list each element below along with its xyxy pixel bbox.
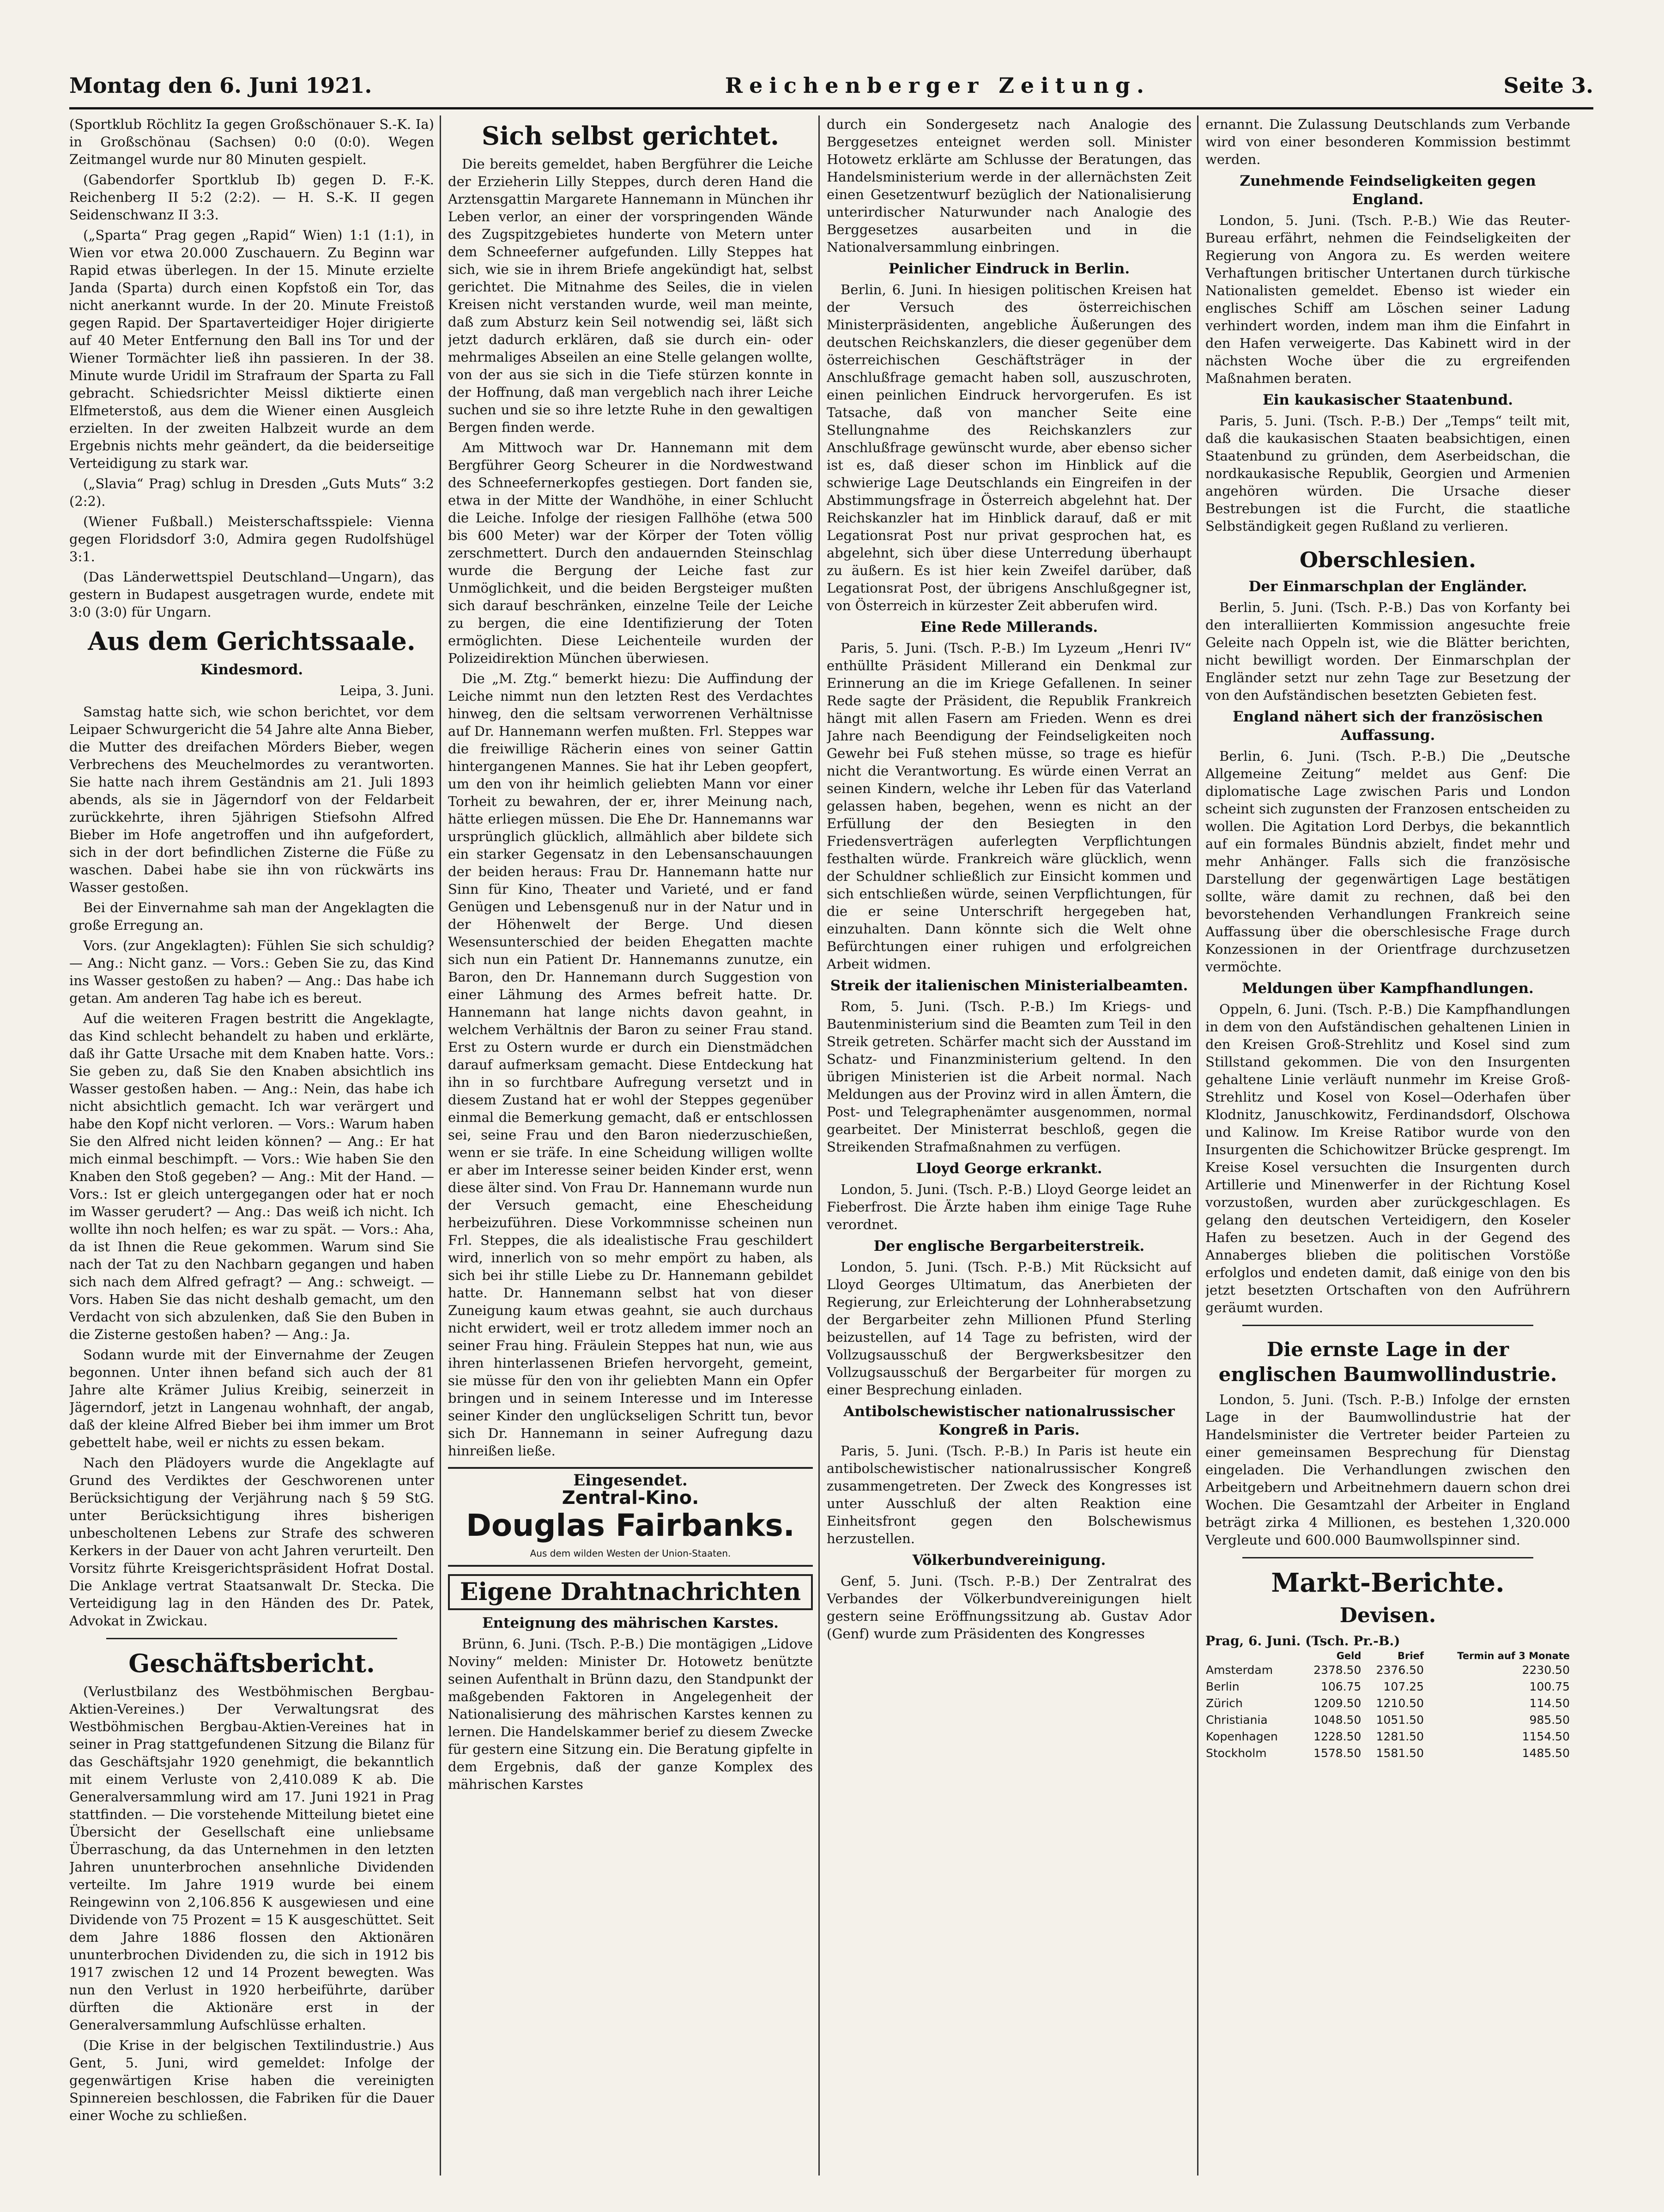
column-2 <box>448 115 813 2176</box>
wire-section-title: Eigene Drahtnachrichten <box>448 1574 813 1610</box>
table-row <box>1205 1712 1570 1728</box>
news-paragraph: Oppeln, 6. Juni. (Tsch. P.-B.) Die Kampfhandlungen in dem von den Aufständischen gehaltenen Linien in den Kreisen Groß-Strehlitz und Kosel sind zum Stillstand gekommen. Die von den Insurgenten gehaltene Linie verläuft nunmehr im Kreise Groß-Strehlitz und Kosel von Kosel—Oderhafen über Klodnitz, Januschkowitz, Ferdinandsdorf, Olschowa und Kalinow. Im Kreise Ratibor wurde von den Insurgenten die Schichowitzer Brücke gesprengt. Im Kreise Kosel versuchten die Insurgenten durch Artillerie und Minenwerfer in der Richtung Kosel vorzustoßen, wurden aber zurückgeschlagen. Es gelang den deutschen Verteidigern, den Koseler Hafen zu besetzen. Auch in der Gegend des Annaberges blieben die politischen Vorstöße erfolglos und endeten damit, daß einige von den bis jetzt besetzten Ortschaften von den Aufrührern geräumt wurden. <box>1205 1001 1570 1315</box>
news-paragraph: Berlin, 6. Juni. (Tsch. P.-B.) Die „Deutsche Allgemeine Zeitung“ meldet aus Genf: Die diplomatische Lage zwischen Paris und London scheint sich zugunsten der Franzosen entscheiden zu wollen. Die Agitation Lord Derbys, die bekanntlich auf ein formales Bündnis abzielt, findet mehr und mehr Anhänger. Falls sich die französische Darstellung der gegenwärtigen Lage bestätigen sollte, wäre damit zu rechnen, daß bei den bevorstehenden Verhandlungen Frankreich seine Auffassung über die oberschlesische Frage durch Konzessionen in der Orientfrage durchzusetzen vermöchte. <box>1205 748 1570 975</box>
news-title: Antibolschewistischer nationalrussischer Kongreß in Paris. <box>843 1403 1175 1438</box>
news-paragraph: London, 5. Juni. (Tsch. P.-B.) Mit Rücksicht auf Lloyd Georges Ultimatum, das Anerbieten der Regierung, zur Erleichterung der Lohnherabsetzung der Bergarbeiter zehn Millionen Pfund Sterling beizustellen, auf 14 Tage zu befristen, wird der Vollzugsausschuß der Bergwerksbesitzer den Vollzugsausschuß der Bergarbeiter für morgen zu einer Besprechung einladen. <box>827 1259 1192 1398</box>
news-paragraph: Rom, 5. Juni. (Tsch. P.-B.) Im Kriegs- und Bautenministerium sind die Beamten zum Teil in den Streik getreten. Schärfer macht sich der Ausstand im Schatz- und Finanzministerium geltend. In den übrigen Ministerien ist die Arbeit normal. Nach Meldungen aus der Provinz wird in allen Ämtern, die Post- und Telegraphenämter ausgenommen, normal gearbeitet. Der Ministerrat beschloß, gegen die Streikenden Strafmaßnahmen zu verfügen. <box>827 999 1192 1155</box>
article-paragraph: durch ein Sondergesetz nach Analogie des Berggesetzes enteignet werden soll. Minister Hotowetz erklärte am Schlusse der Beratungen, das Handelsministerium werde in der allernächsten Zeit einen Gesetzentwurf bezüglich der Nationalisierung unterirdischer Naturwunder nach Analogie des Berggesetzes ausarbeiten und in die Nationalversammlung einbringen. <box>827 116 1192 255</box>
rate-cell: 1485.50 <box>1522 1746 1570 1760</box>
article-paragraph: Die bereits gemeldet, haben Bergführer die Leiche der Erzieherin Lilly Steppes, durch deren Hand die Arztensgattin Margarete Hannemann in München ihr Leben verlor, an einer der vorspringenden Wände des Zugspitzgebietes hunderte von Metern unter dem Schneeferner aufgefunden. Lilly Steppes hat sich, wie sie in ihrem Briefe angekündigt hat, selbst gerichtet. Die Mitnahme des Seiles, die in vielen Kreisen nicht verstanden wurde, weil man meinte, daß zum Absturz kein Seil notwendig sei, läßt sich jetzt dadurch erklären, daß sie durch ein- oder mehrmaliges Abseilen an eine Stelle gelangen wollte, von der aus sie sich in die Tiefe stürzen konnte in der Hoffnung, daß man vergeblich nach ihrer Leiche suchen und sie so ihre letzte Ruhe in den gewaltigen Bergen finden werde. <box>448 156 813 435</box>
column-divider <box>440 115 441 2176</box>
court-paragraph: Nach den Plädoyers wurde die Angeklagte auf Grund des Verdiktes der Geschworenen unter Berücksichtigung der Verjährung nach § 59 StG. unter Berücksichtigung ihres bisherigen unbescholtenen Lebens zur Strafe des schweren Kerkers in der Dauer von acht Jahren verurteilt. Den Vorsitz führte Kreisgerichtspräsident Hofrat Dostal. Die Anklage vertrat Staatsanwalt Dr. Stecka. Die Verteidigung lag in den Händen des Dr. Patek, Advokat in Zwickau. <box>69 1455 434 1629</box>
news-title: Der englische Bergarbeiterstreik. <box>873 1238 1145 1254</box>
business-paragraph: (Verlustbilanz des Westböhmischen Bergbau-Aktien-Vereines.) Der Verwaltungsrat des Westböhmischen Bergbau-Aktien-Vereines hat in seiner in Prag stattgefundenen Sitzung die Bilanz für das Geschäftsjahr 1920 genehmigt, die bekanntlich mit einem Verluste von 2,410.089 K ab. Die Generalversammlung wird am 17. Juni 1921 in Prag stattfinden. — Die vorstehende Mitteilung bietet eine Übersicht der Gesellschaft eine unliebsame Überraschung, da das Unternehmen in den letzten Jahren ununterbrochen ansehnliche Dividenden verteilte. Im Jahre 1919 wurde bei einem Reingewinn von 2,106.856 K ausgewiesen und eine Dividende von 75 Prozent = 15 K ausgeschüttet. Seit dem Jahre 1886 flossen den Aktionären ununterbrochen Dividenden zu, die sich in 1912 bis 1917 zwischen 12 und 14 Prozent bewegten. Was nun den Verlust in 1920 herbeiführte, darüber dürften die Aktionäre erst in der Generalversammlung Aufschlüsse erhalten. <box>69 1684 434 2033</box>
news-paragraph: Berlin, 6. Juni. In hiesigen politischen Kreisen hat der Versuch des österreichischen Ministerpräsidenten, angebliche Äußerungen des deutschen Reichskanzlers, die dieser gegenüber dem österreichischen Geschäftsträger in der Anschlußfrage gemacht haben soll, auszuschroten, einen peinlichen Eindruck hervorgerufen. Es ist Tatsache, daß von mancher Seite eine Stellungnahme des Reichskanzlers zur Anschlußfrage gewünscht wurde, aber ebenso sicher ist es, daß dieser schon im Hinblick auf die schwierige Lage Deutschlands ein Eingreifen in der Abstimmungsfrage in Österreich abgelehnt hat. Der Reichskanzler hat im Hinblick darauf, daß er mit Legationsrat Post nur privat gesprochen hat, es abgelehnt, sich über diese Unterredung überhaupt zu äußern. Es ist hier kein Zweifel darüber, daß Legationsrat Post, der übrigens Anschlußgegner ist, von Österreich in kürzester Zeit abberufen wird. <box>827 282 1192 613</box>
wire-paragraph: Brünn, 6. Juni. (Tsch. P.-B.) Die montägigen „Lidove Noviny“ melden: Minister Dr. Hotowetz benützte seinen Aufenthalt in Brünn dazu, den Standpunkt der maßgebenden Faktoren in Angelegenheit der Nationalisierung des mährischen Karstes kennen zu lernen. Die Handelskammer berief zu diesem Zwecke für gestern eine Sitzung ein. Die Beratung gipfelte in dem Ergebnis, daß der ganze Komplex des mährischen Karstes <box>448 1636 813 1792</box>
rate-cell: 106.75 <box>1320 1680 1361 1693</box>
news-title: Völkerbundvereinigung. <box>912 1552 1106 1569</box>
column-header: Geld <box>1336 1650 1361 1661</box>
header-date: Montag den 6. Juni 1921. <box>69 73 372 98</box>
rate-cell: 2230.50 <box>1522 1663 1570 1677</box>
header-page-number: Seite 3. <box>1503 73 1593 98</box>
column-header: Brief <box>1398 1650 1424 1661</box>
news-title: Streik der italienischen Ministerialbeamten. <box>830 977 1188 994</box>
news-title: Meldungen über Kampfhandlungen. <box>1242 980 1534 997</box>
table-row <box>1205 1662 1570 1679</box>
rate-cell: 1209.50 <box>1313 1697 1361 1710</box>
news-paragraph: Paris, 5. Juni. (Tsch. P.-B.) Der „Temps“ teilt mit, daß die kaukasischen Staaten beabsichtigen, einen Staatenbund zu gründen, dem Aserbeidschan, die nordkaukasische Republik, Georgien und Armenien angehören würden. Die Ursache dieser Bestrebungen ist die Furcht, die staatliche Selbständigkeit gegen Rußland zu verlieren. <box>1205 413 1570 534</box>
rate-cell: 1154.50 <box>1522 1730 1570 1743</box>
news-title: Lloyd George erkrankt. <box>916 1160 1102 1177</box>
rate-cell: 1051.50 <box>1376 1713 1424 1727</box>
article-paragraph: Am Mittwoch war Dr. Hannemann mit dem Bergführer Georg Scheurer in die Nordwestwand des Schneefernerkopfes gestiegen. Dort fanden sie, etwa in der Mitte der Wandhöhe, in einer Schlucht die Leiche. Infolge der riesigen Fallhöhe (etwa 500 bis 600 Meter) war der Körper der Toten völlig zerschmettert. Durch den andauernden Steinschlag wurde die Bergung der Leiche fast zur Unmöglichkeit, und die beiden Bergsteiger mußten sich darauf beschränken, einzelne Teile der Leiche zu bergen, die eine Identifizierung der Toten ermöglichten. Diese Leichenteile wurden der Polizeidirektion München überwiesen. <box>448 440 813 666</box>
court-paragraph: Samstag hatte sich, wie schon berichtet, vor dem Leipaer Schwurgericht die 54 Jahre alte Anna Bieber, die Mutter des dreifachen Mörders Bieber, wegen Verbrechens des Meuchelmordes zu verantworten. Sie hatte nach ihrem Geständnis am 21. Juli 1893 abends, als sie in Jägerndorf von der Feldarbeit zurückkehrte, ihren 5jährigen Stiefsohn Alfred Bieber im Hofe angetroffen und ihn aufgefordert, sich in der dort befindlichen Zisterne die Füße zu waschen. Dabei habe sie ihn von rückwärts ins Wasser gestoßen. <box>69 704 434 895</box>
currency-dateline: Prag, 6. Juni. (Tsch. Pr.-B.) <box>1205 1633 1400 1648</box>
court-paragraph: Bei der Einvernahme sah man der Angeklagten die große Erregung an. <box>69 900 434 933</box>
rate-cell: 1281.50 <box>1376 1730 1424 1743</box>
table-header-row <box>1205 1650 1570 1662</box>
court-article-title: Kindesmord. <box>200 661 303 678</box>
news-paragraph: Berlin, 5. Juni. (Tsch. P.-B.) Das von Korfanty bei den interalliierten Kommission angesuchte freie Geleite nach Oppeln ist, wie die Blätter berichten, nicht bewilligt worden. Der Einmarschplan der Engländer setzt nur zehn Tage zur Besetzung der von den Aufständischen besetzten Gebieten fest. <box>1205 600 1570 703</box>
dateline: Leipa, 3. Juni. <box>339 683 434 698</box>
news-title: Ein kaukasischer Staatenbund. <box>1262 392 1513 408</box>
column-1 <box>69 115 434 2176</box>
news-title: England nähert sich der französischen Auffassung. <box>1233 709 1543 744</box>
sport-item: („Slavia“ Prag) schlug in Dresden „Guts Muts“ 3:2 (2:2). <box>69 476 434 509</box>
column-header: Termin auf 3 Monate <box>1457 1650 1570 1661</box>
column-divider <box>1197 115 1198 2176</box>
section-rule <box>106 1638 397 1639</box>
business-paragraph: (Die Krise in der belgischen Textilindustrie.) Aus Gent, 5. Juni, wird gemeldet: Infolge der gegenwärtigen Krise haben die vereinigten Spinnereien beschlossen, die Fabriken für die Dauer einer Woche zu schließen. <box>69 2037 434 2123</box>
cotton-article-title: Die ernste Lage in der englischen Baumwollindustrie. <box>1218 1338 1557 1386</box>
page-header <box>69 69 1593 102</box>
rate-cell: 1210.50 <box>1376 1697 1424 1710</box>
ad-star-name: Douglas Fairbanks. <box>466 1508 795 1543</box>
article-title: Sich selbst gerichtet. <box>482 121 779 151</box>
news-title: Der Einmarschplan der Engländer. <box>1248 578 1527 595</box>
news-title: Peinlicher Eindruck in Berlin. <box>888 261 1130 277</box>
ad-film-title: Aus dem wilden Westen der Union-Staaten. <box>530 1548 731 1559</box>
court-paragraph: Vors. (zur Angeklagten): Fühlen Sie sich schuldig? — Ang.: Nicht ganz. — Vors.: Geben Sie zu, das Kind ins Wasser gestoßen zu haben? — Ang.: Das habe ich getan. Am anderen Tag habe ich es bereut. <box>69 938 434 1006</box>
sport-item: (Das Länderwettspiel Deutschland—Ungarn), das gestern in Budapest ausgetragen wurde, endete mit 3:0 (3:0) für Ungarn. <box>69 569 434 620</box>
column-3 <box>827 115 1192 2176</box>
article-paragraph: ernannt. Die Zulassung Deutschlands zum Verbande wird von einer besonderen Kommission bestimmt werden. <box>1205 116 1570 167</box>
news-paragraph: London, 5. Juni. (Tsch. P.-B.) Lloyd George leidet an Fieberfrost. Die Ärzte haben ihm einige Tage Ruhe verordnet. <box>827 1182 1192 1232</box>
section-rule <box>1242 1557 1533 1558</box>
market-section-title: Markt-Berichte. <box>1271 1568 1505 1598</box>
currency-place: Zürich <box>1206 1697 1243 1710</box>
business-section-title: Geschäftsbericht. <box>128 1648 375 1678</box>
column-header <box>1205 1650 1299 1662</box>
column-4 <box>1205 115 1570 2176</box>
rate-cell: 1578.50 <box>1313 1746 1361 1760</box>
currency-title: Devisen. <box>1339 1604 1436 1627</box>
court-paragraph: Auf die weiteren Fragen bestritt die Angeklagte, das Kind schlecht behandelt zu haben und erklärte, daß ihr Gatte Ursache mit dem Knaben hatte. Vors.: Sie geben zu, daß Sie den Knaben absichtlich ins Wasser gestoßen haben. — Ang.: Nein, das habe ich nicht absichtlich gemacht. Ich war verärgert und habe den Kopf nicht verloren. — Vors.: Warum haben Sie den Alfred nicht leiden können? — Ang.: Er hat mich einmal beschimpft. — Vors.: Wie haben Sie den Knaben den Stoß gegeben? — Ang.: Mit der Hand. — Vors.: Ist er gleich untergegangen oder hat er noch im Wasser gerudert? — Ang.: Das weiß ich nicht. Ich wollte ihn noch helfen; es war zu spät. — Vors.: Aha, da ist Ihnen die Reue gekommen. Warum sind Sie nach der Tat zu den Nachbarn gegangen und haben sich nach dem Alfred gefragt? — Ang.: schweigt. — Vors. Haben Sie das nicht deshalb gemacht, um den Verdacht von sich abzulenken, daß Sie den Buben in die Zisterne gestoßen haben? — Ang.: Ja. <box>69 1011 434 1342</box>
table-row <box>1205 1745 1570 1762</box>
table-row <box>1205 1679 1570 1695</box>
silesia-section-title: Oberschlesien. <box>1300 547 1476 572</box>
column-divider <box>818 115 820 2176</box>
rate-cell: 1048.50 <box>1313 1713 1361 1727</box>
news-paragraph: Paris, 5. Juni. (Tsch. P.-B.) In Paris ist heute ein antibolschewistischer nationalrussischer Kongreß zusammengetreten. Der Zweck des Kongresses ist unter Ausschluß der alten Reaktion eine Einheitsfront gegen den Bolschewismus herzustellen. <box>827 1443 1192 1546</box>
currency-place: Stockholm <box>1206 1746 1267 1760</box>
news-paragraph: Genf, 5. Juni. (Tsch. P.-B.) Der Zentralrat des Verbandes der Völkerbundvereinigungen hielt gestern seine Eröffnungssitzung ab. Gustav Ador (Genf) wurde zum Präsidenten des Kongresses <box>827 1573 1192 1642</box>
sport-item: (Sportklub Röchlitz Ia gegen Großschönauer S.-K. Ia) in Großschönau (Sachsen) 0:0 (0:0). Wegen Zeitmangel wurde nur 80 Minuten gespielt. <box>69 116 434 167</box>
rate-cell: 985.50 <box>1529 1713 1570 1727</box>
sport-item: (Wiener Fußball.) Meisterschaftsspiele: Vienna gegen Floridsdorf 3:0, Admira gegen Rudolfshügel 3:1. <box>69 514 434 564</box>
rate-cell: 107.25 <box>1383 1680 1424 1693</box>
sport-item: (Gabendorfer Sportklub Ib) gegen D. F.-K. Reichenberg II 5:2 (2:2). — H. S.-K. II gegen Seidenschwanz II 3:3. <box>69 172 434 223</box>
news-paragraph: London, 5. Juni. (Tsch. P.-B.) Wie das Reuter-Bureau erfährt, nehmen die Feindseligkeiten der Regierung von Angora zu. Es werden weitere Verhaftungen britischer Untertanen durch türkische Nationalisten gemeldet. Ebenso ist wieder ein englisches Schiff am Löschen seiner Ladung verhindert worden, indem man ihm die Einfahrt in den Hafen verweigerte. Das Kabinett wird in der nächsten Woche über die zu ergreifenden Maßnahmen beraten. <box>1205 212 1570 386</box>
currency-place: Christiania <box>1206 1713 1268 1727</box>
section-rule <box>1242 1325 1533 1326</box>
header-rule <box>69 107 1593 109</box>
news-paragraph: London, 5. Juni. (Tsch. P.-B.) Infolge der ernsten Lage in der Baumwollindustrie hat der Handelsminister die Vertreter beider Parteien zu einer gemeinsamen Besprechung für Dienstag eingeladen. Die Verhandlungen zwischen den Arbeitgebern und Arbeitnehmern dauern schon drei Wochen. Die Gesamtzahl der Arbeiter in England beträgt zirka 4 Millionen, es bestehen 1,320.000 Vergleute und 600.000 Baumwollspinner sind. <box>1205 1392 1570 1548</box>
currency-place: Berlin <box>1206 1680 1240 1693</box>
article-paragraph: Die „M. Ztg.“ bemerkt hiezu: Die Auffindung der Leiche nimmt nun den letzten Rest des Verdachtes hinweg, den die seltsam verworrenen Verhältnisse auf Dr. Hannemann werfen mußten. Frl. Steppes war die freiwillige Rächerin eines von seiner Gattin hintergangenen Mannes. Sie hat ihr Leben geopfert, um den von ihr heimlich geliebten Mann vor einer Torheit zu bewahren, der er, ihrer Meinung nach, hätte erliegen müssen. Die Ehe Dr. Hannemanns war ursprünglich glücklich, allmählich aber bildete sich ein starker Gegensatz in den Lebensanschauungen der beiden heraus: Frau Dr. Hannemann hatte nur Sinn für Kino, Theater und Varieté, und er fand Genügen und Lebensgenuß nur in der Natur und in der Höhenwelt der Berge. Und diesen Wesensunterschied der beiden Ehegatten machte sich nun ein Patient Dr. Hannemanns zunutze, ein Baron, den Dr. Hannemann durch Suggestion von einer Lähmung des Armes befreit hatte. Dr. Hannemann hat lange nichts davon geahnt, in welchem Verhältnis der Baron zu seiner Frau stand. Erst zu Ostern wurde er durch ein Dienstmädchen darauf aufmerksam gemacht. Diese Entdeckung hat ihn in so furchtbare Aufregung versetzt und in diesem Zustand hat er wohl der Steppes gegenüber einmal die Bemerkung gemacht, daß er entschlossen sei, seine Frau und den Baron niederzuschießen, wenn er sie träfe. In eine Scheidung willigen wollte er aber im Interesse seiner beiden Kinder erst, wenn diese älter sind. Von Frau Dr. Hannemann wurde nun der Versuch gemacht, eine Ehescheidung herbeizuführen. Diese Vorkommnisse scheinen nun Frl. Steppes, die als idealistische Frau geschildert wird, innerlich von so mehr empört zu haben, als sich bei ihr stille Liebe zu Dr. Hannemann gebildet hatte. Dr. Hannemann selbst hat von dieser Zuneigung kaum etwas geahnt, sie auch durchaus nicht erwidert, weil er trotz alledem immer noch an seiner Frau hing. Fräulein Steppes hat nun, wie aus ihren hinterlassenen Briefen hervorgeht, gemeint, sie müsse für den von ihr geliebten Mann ein Opfer bringen und in seinem Interesse und im Interesse seiner Kinder den unglückseligen Schritt tun, bevor sich Dr. Hannemann in seiner Aufregung dazu hinreißen ließe. <box>448 671 813 1459</box>
rate-cell: 114.50 <box>1529 1697 1570 1710</box>
court-section-title: Aus dem Gerichtssaale. <box>88 626 416 656</box>
sport-item: („Sparta“ Prag gegen „Rapid“ Wien) 1:1 (1:1), in Wien vor etwa 20.000 Zuschauern. Zu Beginn war Rapid etwas überlegen. In der 15. Minute erzielte Janda (Sparta) durch einen Kopfstoß ein Tor, das nicht anerkannt wurde. In der 20. Minute Freistoß gegen Rapid. Der Spartaverteidiger Hojer dirigierte auf 40 Meter Entfernung den Ball ins Tor und der Wiener Tormächter ließ ihn passieren. In der 38. Minute wurde Uridil im Strafraum der Sparta zu Fall gebracht. Schiedsrichter Meissl diktierte einen Elfmeterstoß, aus dem die Wiener einen Ausgleich erzielten. In der zweiten Halbzeit wurde an dem Ergebnis nichts mehr geändert, da die beiderseitige Verteidigung zu stark war. <box>69 227 434 471</box>
header-paper-name: Reichenberger Zeitung. <box>725 73 1150 98</box>
ad-cinema-name: Zentral-Kino. <box>562 1487 699 1509</box>
news-title: Zunehmende Feindseligkeiten gegen England. <box>1240 173 1536 208</box>
court-paragraph: Sodann wurde mit der Einvernahme der Zeugen begonnen. Unter ihnen befand sich auch der 81 Jahre alte Krämer Julius Kreibig, seinerzeit in Jägerndorf, jetzt in Langenau wohnhaft, der angab, daß der kleine Alfred Bieber bei ihm immer um Brot gebettelt habe, weil er nichts zu essen bekam. <box>69 1347 434 1450</box>
ad-heading: Eingesendet. <box>573 1471 688 1490</box>
rate-cell: 2376.50 <box>1376 1663 1424 1677</box>
table-row <box>1205 1695 1570 1712</box>
news-paragraph: Paris, 5. Juni. (Tsch. P.-B.) Im Lyzeum „Henri IV“ enthüllte Präsident Millerand ein Denkmal zur Erinnerung an die im Kriege Gefallenen. In seiner Rede sagte der Präsident, die Republik Frankreich hängt mit allen Fasern am Frieden. Wenn es drei Jahre nach Beendigung der Feindseligkeiten noch Gewehr bei Fuß stehen müsse, so trage es hiefür nicht die Verantwortung. Es würde einen Verrat an seinen Kindern, welche ihr Leben für das Vaterland gelassen haben, begehen, wenn es nicht an der Erfüllung der den Besiegten in den Friedensverträgen auferlegten Verpflichtungen festhalten würde. Frankreich wäre glücklich, wenn der Schuldner schließlich zur Einsicht kommen und sich entschließen würde, seinen Verpflichtungen, für die er seine Unterschrift hergegeben hat, einzuhalten. Dann könnte sich die Welt ohne Befürchtungen einer ruhigen und erfolgreichen Arbeit widmen. <box>827 640 1192 972</box>
currency-table <box>1205 1650 1570 1762</box>
rate-cell: 1228.50 <box>1313 1730 1361 1743</box>
rate-cell: 2378.50 <box>1313 1663 1361 1677</box>
rate-cell: 100.75 <box>1529 1680 1570 1693</box>
currency-place: Amsterdam <box>1206 1663 1273 1677</box>
currency-place: Kopenhagen <box>1206 1730 1278 1743</box>
table-row <box>1205 1728 1570 1745</box>
news-title: Eine Rede Millerands. <box>920 619 1098 636</box>
rate-cell: 1581.50 <box>1376 1746 1424 1760</box>
advertisement <box>448 1467 813 1567</box>
wire-article-title: Enteignung des mährischen Karstes. <box>482 1615 779 1631</box>
